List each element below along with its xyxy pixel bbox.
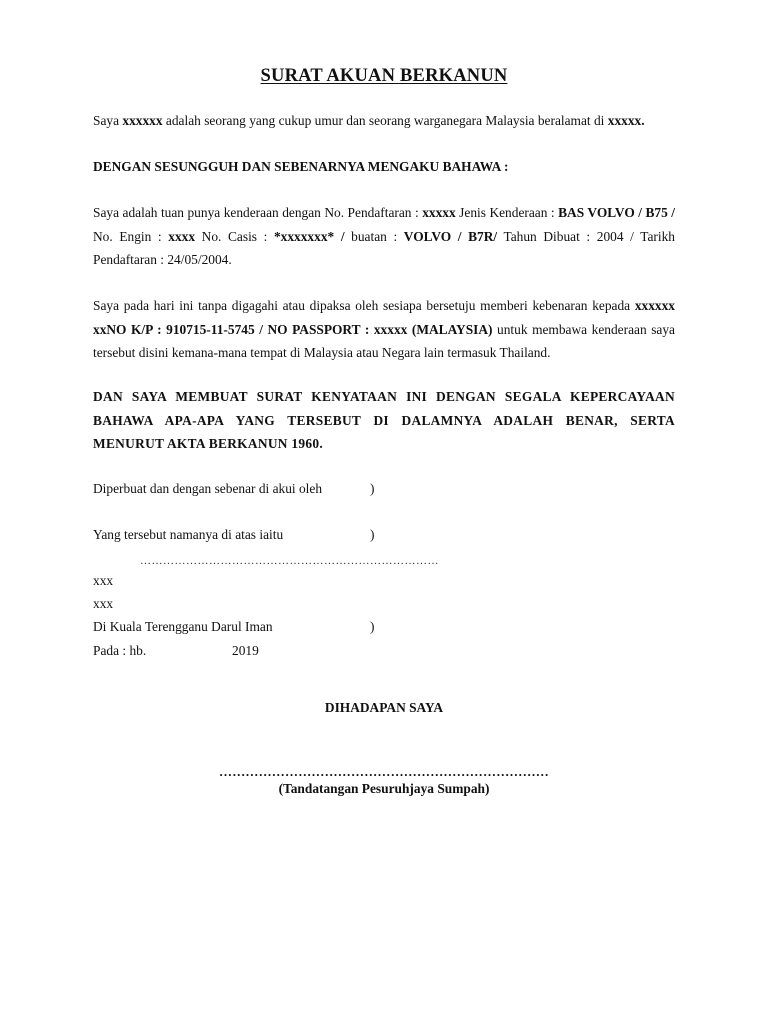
document-title: SURAT AKUAN BERKANUN [260, 66, 508, 86]
signature-line: ………………………………………………………………… [219, 764, 549, 779]
name-line-1: xxx [93, 573, 114, 588]
vehicle-text-1: Saya adalah tuan punya kenderaan dengan No. Pendaftaran : [93, 205, 423, 220]
registration-number: xxxxx [422, 205, 456, 220]
date-year: 2019 [232, 643, 259, 658]
authorized-person: xxxxxx xxNO K/P : 910715-11-5745 / NO PASSPORT : xxxxx (MALAYSIA) [93, 298, 675, 337]
before-me-heading: DIHADAPAN SAYA [324, 700, 444, 715]
vehicle-text-3: No. Engin : [93, 228, 169, 244]
place-paren: ) [370, 619, 375, 634]
declaration-heading: DENGAN SESUNGGUH DAN SEBENARNYA MENGAKU BAHAWA : [93, 159, 509, 174]
engine-number: xxxx [168, 228, 196, 244]
intro-text-1: Saya [93, 113, 123, 128]
vehicle-text-2: Jenis Kenderaan : [455, 205, 559, 220]
signature-caption: (Tandatangan Pesuruhjaya Sumpah) [278, 781, 490, 796]
permission-text-1: Saya pada hari ini tanpa digagahi atau dipaksa oleh sesiapa bersetuju memberi kebenaran kepada [93, 298, 635, 313]
date-line [93, 643, 146, 659]
made-by-line [93, 481, 322, 497]
name-dotted-line: …………………………………………………………………… [140, 555, 439, 567]
statement-paragraph: DAN SAYA MEMBUAT SURAT KENYATAAN INI DENGAN SEGALA KEPERCAYAAN BAHAWA APA-APA YANG TERSEBUT DI DALAMNYA ADALAH BENAR, SERTA MENURUT AKTA BERKANUN 1960. [93, 389, 675, 451]
place-line: Di Kuala Terengganu Darul Iman [93, 619, 273, 634]
declarant-name: xxxxxx [122, 113, 163, 128]
chassis-number: *xxxxxxx* / [273, 228, 345, 244]
intro-text-2: adalah seorang yang cukup umur dan seorang warganegara Malaysia beralamat di [162, 113, 608, 128]
permission-text-2: untuk membawa kenderaan saya tersebut disini kemana-mana tempat di Malaysia atau Negara lain termasuk Thailand. [93, 321, 675, 360]
named-above-line [93, 527, 283, 543]
named-above-label: Yang tersebut namanya di atas iaitu [93, 527, 284, 542]
vehicle-text-5: buatan : [344, 228, 404, 244]
permission-paragraph [93, 294, 675, 365]
vehicle-paragraph [93, 201, 675, 272]
vehicle-text-6: Tahun Dibuat : 2004 / Tarikh Pendaftaran : 24/05/2004. [93, 228, 675, 267]
made-by-paren: ) [370, 481, 375, 496]
made-by-label: Diperbuat dan dengan sebenar di akui oleh [93, 481, 323, 496]
date-prefix: Pada : hb. [93, 643, 147, 658]
declarant-address: xxxxx. [607, 113, 645, 128]
vehicle-type: BAS VOLVO / B75 / [558, 205, 675, 220]
name-line-2: xxx [93, 596, 114, 611]
intro-paragraph [93, 109, 675, 133]
vehicle-text-4: No. Casis : [195, 228, 274, 244]
named-above-paren: ) [370, 527, 375, 542]
vehicle-make: VOLVO / B7R/ [403, 228, 498, 244]
